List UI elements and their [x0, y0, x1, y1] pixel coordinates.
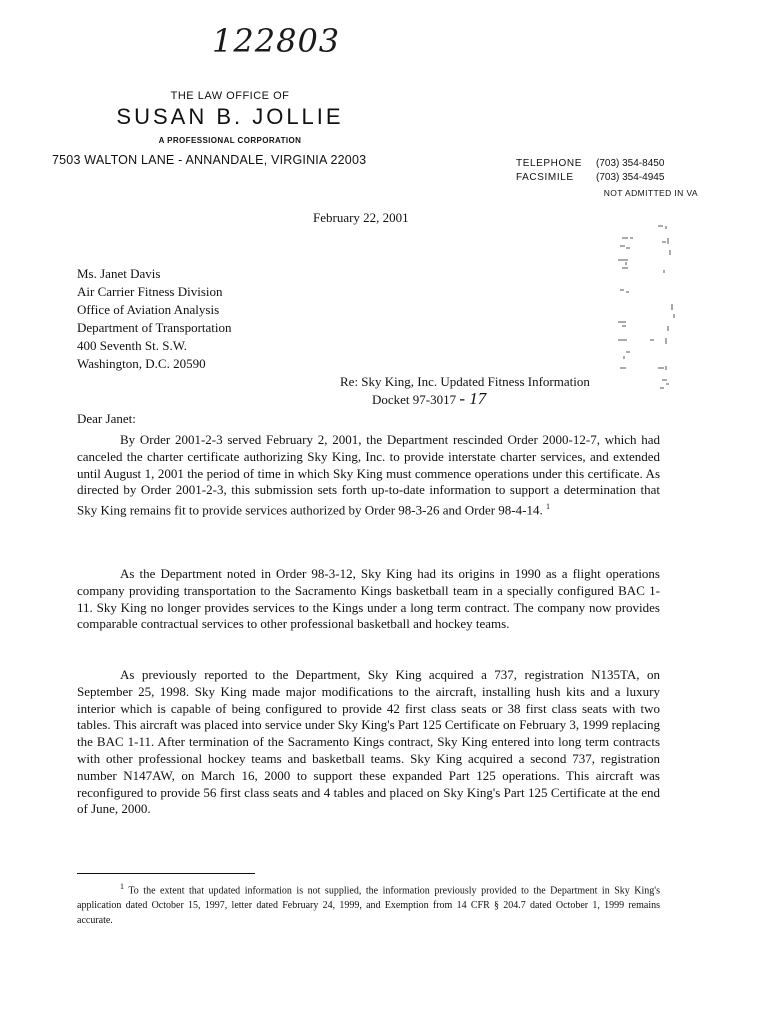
- telephone-row: [516, 157, 664, 171]
- re-subject: Re: Sky King, Inc. Updated Fitness Information: [340, 374, 590, 389]
- paragraph-1: [77, 432, 660, 519]
- paragraph-2-text: As the Department noted in Order 98-3-12, Sky King had its origins in 1990 as a flight operations company providing transportation to the Sacramento Kings basketball team in a specially configured BAC 1-11. Sky King no longer provides services to the Kings under a long term contract. The company now provides comparable contractual services to other professional basketball and hockey teams.: [77, 566, 660, 632]
- recipient-office: Office of Aviation Analysis: [77, 302, 220, 317]
- facsimile-label: FACSIMILE: [516, 172, 574, 183]
- paragraph-3: [77, 667, 660, 818]
- paragraph-1-text: By Order 2001-2-3 served February 2, 2001, the Department rescinded Order 2000-12-7, which had canceled the charter certificate authorizing Sky King, Inc. to provide interstate charter services, and extended until August 1, 2001 the period of time in which Sky King must commence operations under this certificate. As directed by Order 2001-2-3, this submission sets forth up-to-date information to support a determination that Sky King remains fit to provide services authorized by Order 98-3-26 and Order 98-4-14.: [77, 432, 660, 518]
- re-docket-handwritten: - 17: [459, 389, 487, 408]
- handwritten-document-number: 122803: [212, 22, 341, 60]
- facsimile-number: (703) 354-4945: [596, 172, 665, 183]
- not-admitted-note: NOT ADMITTED IN VA: [603, 188, 698, 198]
- footnote-text: To the extent that updated information is not supplied, the information previously provided to the Department in Sky King's application dated October 15, 1997, letter dated February 24, 1999, and Exemption from 14 CFR § 204.7 dated October 1, 1999 remains accurate.: [77, 885, 660, 927]
- telephone-label: TELEPHONE: [516, 158, 582, 169]
- telephone-number: (703) 354-8450: [596, 158, 665, 169]
- letter-date: February 22, 2001: [313, 210, 409, 225]
- recipient-address-block: [77, 265, 232, 373]
- footnote-number: 1: [120, 882, 124, 891]
- recipient-department: Department of Transportation: [77, 320, 232, 335]
- footnote: [77, 879, 660, 928]
- recipient-city: Washington, D.C. 20590: [77, 356, 206, 371]
- salutation: Dear Janet:: [77, 411, 136, 426]
- letterhead-firm-name: SUSAN B. JOLLIE: [116, 104, 344, 129]
- footnote-divider: [77, 873, 255, 874]
- letterhead-corporation: A PROFESSIONAL CORPORATION: [158, 136, 302, 145]
- recipient-name: Ms. Janet Davis: [77, 266, 161, 281]
- letterhead-address: 7503 WALTON LANE - ANNANDALE, VIRGINIA 22003: [52, 153, 367, 167]
- letterhead-law-office-of: THE LAW OFFICE OF: [170, 90, 290, 102]
- facsimile-row: [516, 171, 664, 185]
- scan-margin-marks: [596, 222, 676, 392]
- letterhead-contact: [516, 157, 664, 185]
- re-line: [340, 373, 590, 408]
- re-docket: Docket 97-3017: [372, 392, 457, 407]
- recipient-division: Air Carrier Fitness Division: [77, 284, 223, 299]
- paragraph-3-text: As previously reported to the Department, Sky King acquired a 737, registration N135TA, on September 25, 1998. Sky King made major modifications to the aircraft, installing hush kits and a luxury interior which is capable of being configured to provide 42 first class seats or 38 first class seats with two tables. This aircraft was placed into service under Sky King's Part 125 Certificate on February 3, 1999 replacing the BAC 1-11. After termination of the Sacramento Kings contract, Sky King entered into long term contracts with other professional hockey teams and basketball teams. Sky King acquired a second 737, registration number N147AW, on March 16, 2000 to support these expanded Part 125 operations. This aircraft was reconfigured to provide 56 first class seats and 4 tables and placed on Sky King's Part 125 Certificate at the end of June, 2000.: [77, 667, 660, 817]
- recipient-street: 400 Seventh St. S.W.: [77, 338, 188, 353]
- paragraph-2: [77, 566, 660, 633]
- re-docket-line: [340, 390, 590, 408]
- footnote-reference: 1: [545, 502, 550, 512]
